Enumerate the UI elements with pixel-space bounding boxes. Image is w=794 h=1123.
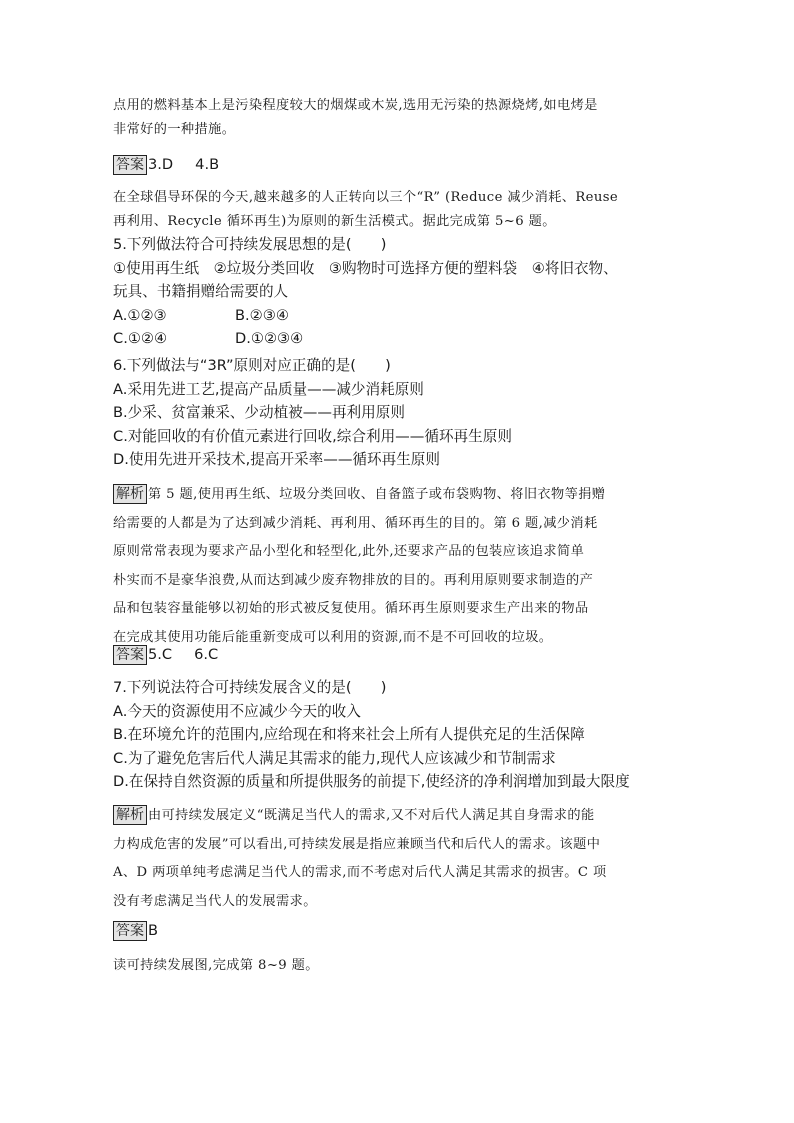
analysis-block-1 [113, 481, 675, 652]
analysis-tag: 解析 [113, 805, 147, 825]
option-row [113, 327, 679, 351]
option-b: B.在环境允许的范围内,应给现在和将来社会上所有人提供充足的生活保障 [113, 726, 585, 744]
answer-value: 6.C [194, 646, 219, 663]
option-d: D.①②③④ [235, 330, 304, 348]
analysis-line [113, 802, 675, 831]
passage-line: 在全球倡导环保的今天,越来越多的人正转向以三个“R” (Reduce 减少消耗、Reuse [113, 190, 619, 205]
option-a: A.今天的资源使用不应减少今天的收入 [113, 702, 361, 720]
option-d: D.使用先进开采技术,提高开采率——循环再生原则 [113, 451, 440, 469]
intro-line: 非常好的一种措施。 [113, 122, 236, 137]
question-6 [113, 354, 679, 472]
answer-tag: 答案 [113, 645, 147, 665]
closing-line: 读可持续发展图,完成第 8~9 题。 [113, 958, 319, 973]
option-d: D.在保持自然资源的质量和所提供服务的前提下,使经济的净利润增加到最大限度 [113, 773, 630, 791]
intro-line: 点用的燃料基本上是污染程度较大的烟煤或木炭,选用无污染的热源烧烤,如电烤是 [113, 98, 598, 113]
analysis-line: 品和包装容量能够以初始的形式被反复使用。循环再生原则要求生产出来的物品 [113, 601, 589, 616]
answer-value: B [148, 922, 159, 939]
question-5 [113, 233, 679, 351]
analysis-line: 没有考虑满足当代人的发展需求。 [113, 893, 317, 909]
option-b: B.②③④ [235, 306, 289, 324]
answer-block-1 [113, 154, 219, 176]
analysis-tag: 解析 [113, 484, 147, 504]
analysis-text: 第 5 题,使用再生纸、垃圾分类回收、自备篮子或布袋购物、将旧衣物等捐赠 [148, 487, 606, 502]
question-7 [113, 676, 679, 794]
question-stem: 5.下列做法符合可持续发展思想的是( ) [113, 236, 387, 253]
answer-value: 3.D [148, 156, 174, 173]
answer-value: 5.C [148, 646, 173, 663]
option-a: A.①②③ [113, 306, 167, 324]
answer-tag: 答案 [113, 921, 147, 941]
question-stem: 7.下列说法符合可持续发展含义的是( ) [113, 679, 387, 696]
option-c: C.对能回收的有价值元素进行回收,综合利用——循环再生原则 [113, 427, 512, 445]
option-a: A.采用先进工艺,提高产品质量——减少消耗原则 [113, 380, 424, 398]
option-b: B.少采、贫富兼采、少动植被——再利用原则 [113, 404, 405, 422]
question-items-line: ①使用再生纸 ②垃圾分类回收 ③购物时可选择方便的塑料袋 ④将旧衣物、 [113, 259, 618, 277]
answer-block-2 [113, 644, 218, 666]
passage-paragraph [113, 186, 675, 234]
intro-paragraph [113, 94, 675, 142]
analysis-line: A、D 两项单纯考虑满足当代人的需求,而不考虑对后代人满足其需求的损害。C 项 [113, 865, 607, 880]
answer-value: 4.B [195, 156, 220, 173]
question-items-line: 玩具、书籍捐赠给需要的人 [113, 283, 289, 301]
answer-tag: 答案 [113, 155, 147, 175]
analysis-line: 在完成其使用功能后能重新变成可以利用的资源,而不是不可回收的垃圾。 [113, 629, 553, 645]
option-row [113, 304, 679, 328]
analysis-line [113, 481, 675, 510]
analysis-line: 力构成危害的发展”可以看出,可持续发展是指应兼顾当代和后代人的需求。该题中 [113, 836, 601, 852]
option-c: C.为了避免危害后代人满足其需求的能力,现代人应该减少和节制需求 [113, 749, 556, 767]
option-c: C.①②④ [113, 330, 168, 348]
analysis-text: 由可持续发展定义“既满足当代人的需求,又不对后代人满足其自身需求的能 [148, 808, 595, 823]
passage-line: 再利用、Recycle 循环再生)为原则的新生活模式。据此完成第 5~6 题。 [113, 214, 556, 229]
question-stem: 6.下列做法与“3R”原则对应正确的是( ) [113, 357, 391, 374]
analysis-line: 原则常常表现为要求产品小型化和轻型化,此外,还要求产品的包装应该追求简单 [113, 544, 585, 559]
analysis-line: 给需要的人都是为了达到减少消耗、再利用、循环再生的目的。第 6 题,减少消耗 [113, 515, 598, 531]
analysis-block-2 [113, 802, 675, 916]
analysis-line: 朴实而不是豪华浪费,从而达到减少废弃物排放的目的。再利用原则要求制造的产 [113, 572, 594, 588]
answer-block-3 [113, 920, 158, 942]
